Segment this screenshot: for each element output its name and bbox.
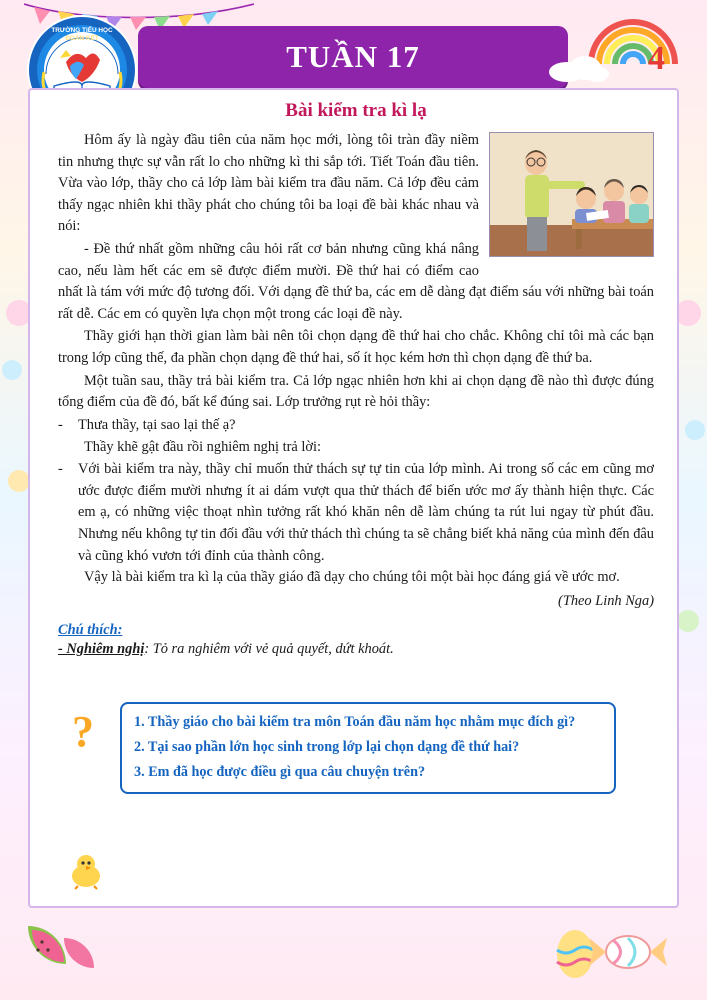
story-paragraph: Thầy khẽ gật đầu rồi nghiêm nghị trả lời: [84, 438, 322, 455]
note-term: - Nghiêm nghị [58, 640, 145, 657]
questions-box [120, 702, 616, 794]
question-item: 1. Thầy giáo cho bài kiểm tra môn Toán đầu năm học nhằm mục đích gì? [134, 714, 576, 730]
dialogue-dash: - [58, 461, 63, 478]
decor-dot [677, 610, 699, 632]
lesson-content [58, 100, 654, 658]
candy-icon [585, 926, 671, 978]
svg-text:TRƯỜNG TIỂU HỌC: TRƯỜNG TIỂU HỌC [51, 27, 113, 34]
author-credit: (Theo Linh Nga) [558, 592, 654, 609]
svg-text:ĐOÀN KẾT: ĐOÀN KẾT [65, 35, 99, 42]
dialogue-dash: - [58, 416, 63, 433]
note-item [58, 641, 654, 658]
question-item: 3. Em đã học được điều gì qua câu chuyện trên? [134, 764, 426, 781]
week-number: 4 [648, 40, 665, 77]
classroom-illustration [489, 132, 654, 257]
lesson-title: Bài kiểm tra kì lạ [285, 100, 427, 121]
decor-dot [8, 470, 30, 492]
note-definition: : Tỏ ra nghiêm với vẻ quả quyết, dứt khoát. [144, 640, 394, 657]
decor-dot [2, 360, 22, 380]
dialogue-line [58, 415, 654, 437]
cloud-icon [547, 52, 611, 82]
notes-heading: Chú thích: [58, 621, 123, 638]
story-paragraph: Vậy là bài kiểm tra kì lạ của thầy giáo đã dạy cho chúng tôi một bài học đáng giá về ước mơ. [84, 569, 620, 586]
dialogue-text: Thưa thầy, tại sao lại thế ạ? [78, 416, 236, 433]
week-banner [138, 26, 568, 88]
question-mark-icon: ? [72, 707, 94, 756]
story-paragraph: Hôm ấy là ngày đầu tiên của năm học mới, lòng tôi tràn đầy niềm tin nhưng thực sự vẫn rất lo cho những kì thi sắp tới. Tiết Toán đầu tiên. Vừa vào lớp, thầy cho cả lớp làm bài kiểm tra đầu năm. Cả lớp đều cảm thấy ngạc nhiên khi thầy phát cho chúng tôi ba loại đề bài khác nhau và nói: [58, 132, 479, 235]
dialogue-line [58, 459, 654, 567]
story-paragraph: Một tuần sau, thầy trả bài kiểm tra. Cả lớp ngạc nhiên hơn khi ai chọn dạng đề nào thì được đúng tổng điểm của đề đó, bất kể đúng sai. Lớp trưởng rụt rè hỏi thầy: [58, 372, 654, 411]
question-item: 2. Tại sao phần lớn học sinh trong lớp lại chọn dạng đề thứ hai? [134, 739, 520, 756]
chick-icon [64, 852, 108, 890]
watermelon-slice-icon [24, 916, 102, 982]
story-body [58, 130, 654, 589]
dialogue-text: Với bài kiểm tra này, thầy chỉ muốn thử thách sự tự tin của lớp mình. Ai trong số các em cũng mơ ước được điểm mười nhưng ít ai dám vượt qua thử thách để biến ước mơ ấy thành hiện thực. Các em ạ, có những việc thoạt nhìn tưởng rất khó khăn nên dễ làm chúng ta rút lui ngay từ phút đầu. Nhưng nếu không tự tin đối đầu với thử thách thì chúng ta sẽ chẳng biết khả năng của mình đến đâu và cũng khó vươn tới đỉnh của thành công. [78, 461, 654, 564]
story-paragraph: Thầy giới hạn thời gian làm bài nên tôi chọn dạng đề thứ hai cho chắc. Không chỉ tôi mà các bạn trong lớp cũng thế, đa phần chọn dạng đề thứ hai, số ít học kém hơn thì chọn dạng đề thứ ba. [58, 328, 654, 367]
story-paragraph: - Đề thứ nhất gồm những câu hỏi rất cơ bản nhưng cũng khá nâng cao, nếu làm hết các em sẽ được điểm mười. Đề thứ hai có điểm cao nhất là tám với mức độ tương đối. Với dạng đề thứ ba, các em dễ dàng đạt điểm sáu với những bài toán rất dễ. Các em có quyền lựa chọn một trong các loại đề này. [58, 241, 654, 322]
decor-dot [685, 420, 705, 440]
week-label: TUẦN 17 [286, 39, 420, 74]
